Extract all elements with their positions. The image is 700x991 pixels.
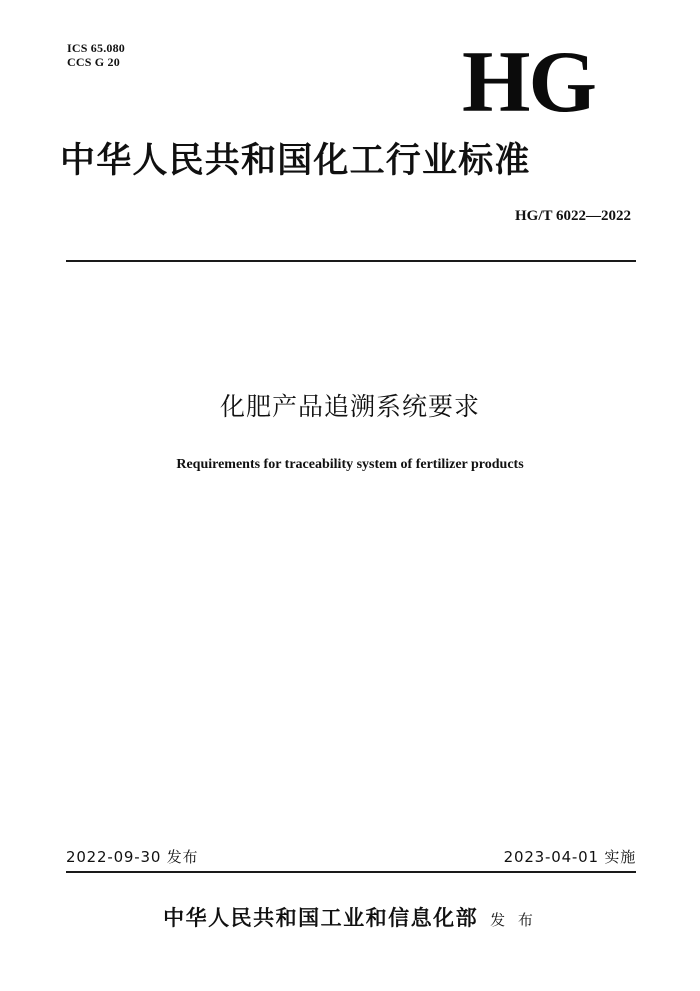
hg-logo: HG (462, 34, 595, 131)
issue-date: 2022-09-30 发布 (66, 848, 199, 866)
ccs-code: CCS G 20 (67, 55, 120, 69)
implementation-date: 2023-04-01 实施 (503, 848, 636, 866)
ics-code: ICS 65.080 (67, 41, 126, 55)
bottom-divider (66, 871, 636, 873)
publisher-name: 中华人民共和国工业和信息化部 (163, 906, 479, 930)
top-divider (66, 260, 636, 262)
document-title-cn: 化肥产品追溯系统要求 (219, 392, 480, 421)
document-title-en: Requirements for traceability system of fertilizer products (176, 457, 524, 472)
publisher-line (0, 906, 700, 933)
standard-category-title: 中华人民共和国化工行业标准 (60, 141, 531, 181)
publisher-suffix: 发 布 (490, 911, 537, 929)
standard-number: HG/T 6022—2022 (515, 208, 631, 224)
